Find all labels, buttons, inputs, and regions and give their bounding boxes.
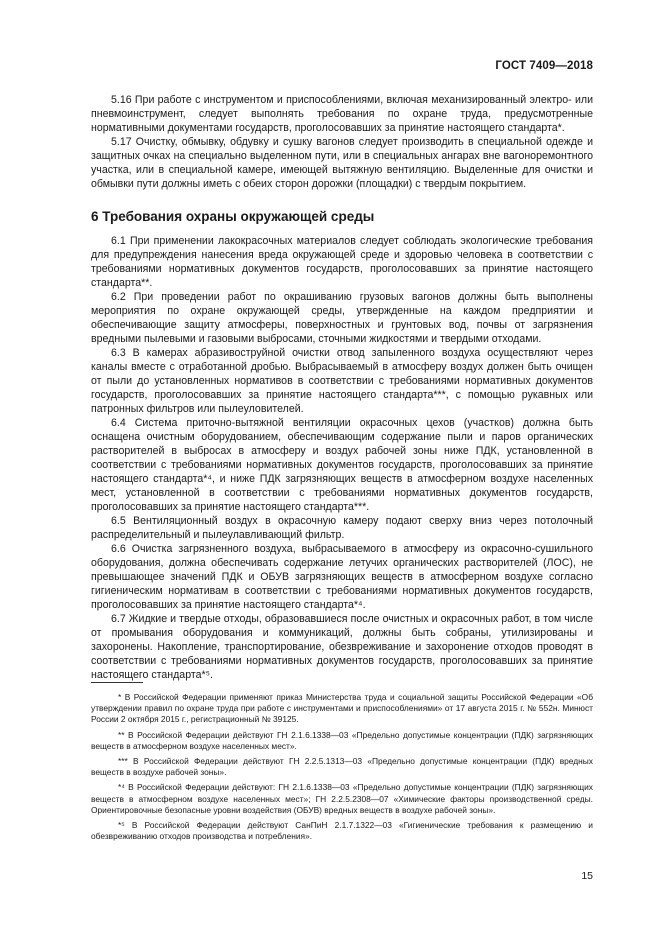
section-title: 6 Требования охраны окружающей среды: [91, 209, 375, 224]
paragraph-6-2: 6.2 При проведении работ по окрашиванию грузовых вагонов должны быть выполнены мероприятия по охране окружающей среды, утвержденные на каждом предприятии и обеспечивающие защиту атмосферы, поверхностных и грунтовых вод, почвы от загрязнения вредными пылевыми и газовыми выбросами, сточными жидкостями и твердыми отходами.: [91, 291, 593, 345]
footnote-1: * В Российской Федерации применяют приказ Министерства труда и социальной защиты Российской Федерации «Об утверждении правил по охране труда при работе с инструментами и приспособлениями» от 17 августа 2015 г. № 552н. Минюст России 2 октября 2015 г., регистрационный № 39125.: [91, 692, 593, 725]
standard-header: ГОСТ 7409—2018: [495, 60, 593, 72]
body-text: [91, 93, 593, 682]
footnote-4: *⁴ В Российской Федерации действуют: ГН 2.1.6.1338—03 «Предельно допустимые концентрации (ПДК) загрязняющих веществ в атмосферном воздухе населенных мест»; ГН 2.2.5.2308—07 «Химические факторы производственной среды. Ориентировочные безопасные уровни воздействия (ОБУВ) вредных веществ в воздухе рабочей зоны».: [91, 782, 593, 815]
footnotes: [91, 682, 593, 846]
paragraph-6-4: 6.4 Система приточно-вытяжной вентиляции окрасочных цехов (участков) должна быть оснащена очистным оборудованием, обеспечивающим содержание пыли и паров органических растворителей в выбросах в атмосферу и воздух рабочей зоны ниже ПДК, установленной в соответствии с требованиями нормативных документов государств, проголосовавших за принятие настоящего стандарта*⁴, и ниже ПДК загрязняющих веществ в атмосферном воздухе населенных мест, установленной в соответствии с требованиями нормативных документов государств, проголосовавших за принятие настоящего стандарта***.: [91, 417, 593, 513]
footnote-5: *⁵ В Российской Федерации действуют СанПиН 2.1.7.1322—03 «Гигиенические требования к размещению и обезвреживанию отходов производства и потребления».: [91, 820, 593, 842]
page-number: 15: [581, 870, 593, 882]
paragraph-6-6: 6.6 Очистка загрязненного воздуха, выбрасываемого в атмосферу из окрасочно-сушильного оборудования, должна обеспечивать содержание летучих органических растворителей (ЛОС), не превышающее значений ПДК и ОБУВ загрязняющих веществ в атмосферном воздухе согласно гигиеническим нормативам в соответствии с требованиями нормативных документов государств, проголосовавших за принятие настоящего стандарта*⁴.: [91, 543, 593, 611]
footnote-3: *** В Российской Федерации действуют ГН 2.2.5.1313—03 «Предельно допустимые концентрации (ПДК) вредных веществ в воздухе рабочей зоны».: [91, 756, 593, 778]
paragraph-6-7: 6.7 Жидкие и твердые отходы, образовавшиеся после очистных и окрасочных работ, в том числе от промывания оборудования и коммуникаций, должны быть собраны, утилизированы и захоронены. Накопление, транспортирование, обезвреживание и захоронение отходов проводят в соответствии с требованиями нормативных документов государств, проголосовавших за принятие настоящего стандарта*⁵.: [91, 613, 593, 681]
paragraph-6-3: 6.3 В камерах абразивоструйной очистки отвод запыленного воздуха осуществляют через каналы вместе с отработанной дробью. Выбрасываемый в атмосферу воздух должен быть очищен от пыли до установленных нормативов в соответствии с требованиями нормативных документов государств, проголосовавших за принятие настоящего стандарта***, с помощью рукавных или патронных фильтров или пылеуловителей.: [91, 347, 593, 415]
paragraph-5-16: 5.16 При работе с инструментом и приспособлениями, включая механизированный электро- или пневмоинструмент, следует выполнять требования по охране труда, предусмотренные нормативными документами государств, проголосовавших за принятие настоящего стандарта*.: [91, 94, 593, 134]
paragraph-6-1: 6.1 При применении лакокрасочных материалов следует соблюдать экологические требования для предупреждения нанесения вреда окружающей среде и здоровью человека в соответствии с требованиями нормативных документов государств, проголосовавших за принятие настоящего стандарта**.: [91, 235, 593, 289]
footnote-2: ** В Российской Федерации действуют ГН 2.1.6.1338—03 «Предельно допустимые концентрации (ПДК) загрязняющих веществ в атмосферном воздухе населенных мест».: [91, 729, 593, 751]
footnote-divider: [91, 682, 143, 683]
paragraph-6-5: 6.5 Вентиляционный воздух в окрасочную камеру подают сверху вниз через потолочный распределительный и пылеулавливающий фильтр.: [91, 515, 593, 541]
paragraph-5-17: 5.17 Очистку, обмывку, обдувку и сушку вагонов следует производить в специальной одежде и защитных очках на специально выделенном пути, или в специальных ангарах вне вагоноремонтного участка, или в специальной камере, имеющей вытяжную вентиляцию. Выделенные для очистки и обмывки пути должны иметь с обеих сторон дорожки (площадки) с твердым покрытием.: [91, 136, 593, 190]
